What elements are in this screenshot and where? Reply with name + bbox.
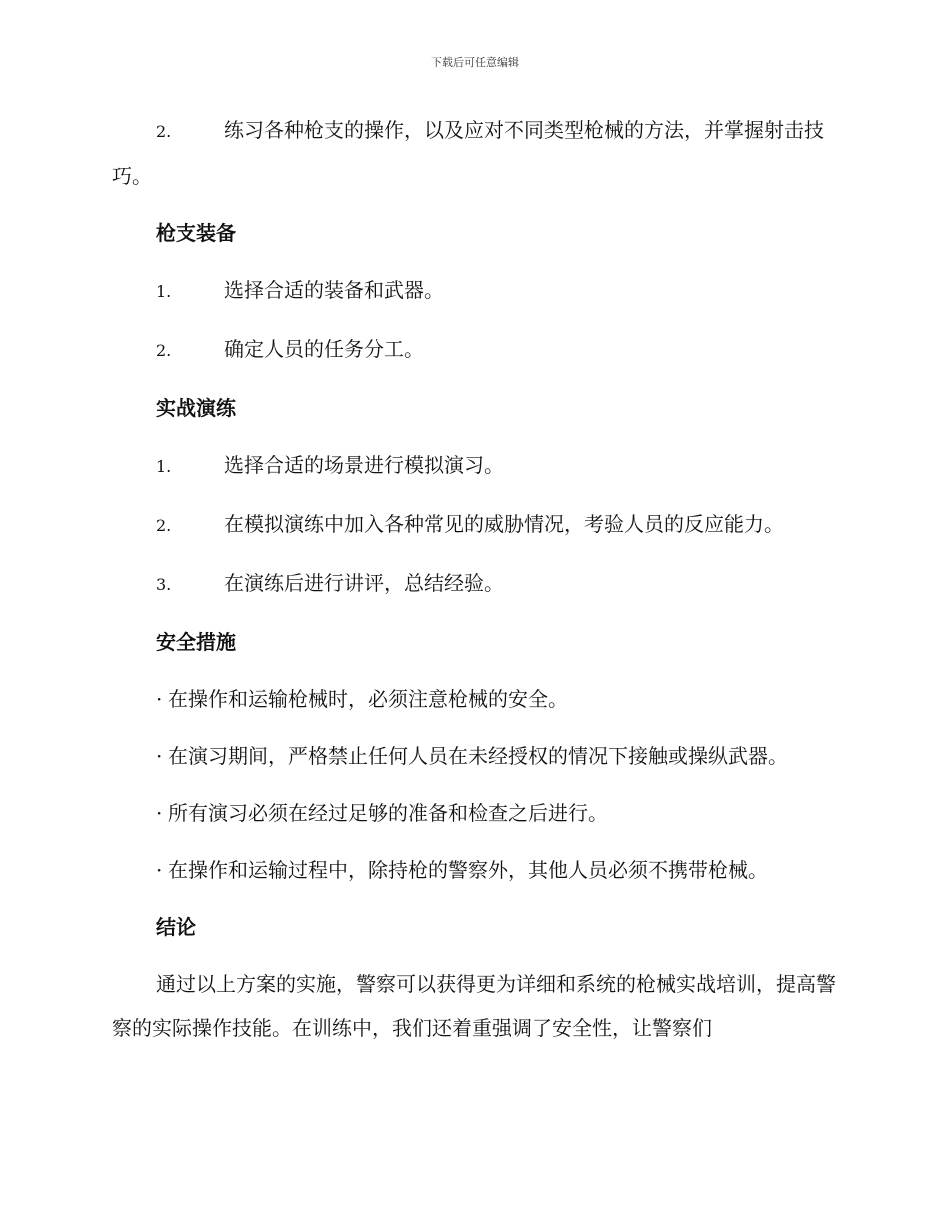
bullet-text: 在演习期间，严格禁止任何人员在未经授权的情况下接触或操纵武器。 bbox=[168, 744, 788, 768]
section-heading: 结论 bbox=[156, 915, 196, 939]
list-number: 2. bbox=[156, 516, 172, 535]
list-item-text: 选择合适的装备和武器。 bbox=[224, 278, 444, 302]
conclusion-paragraph: 通过以上方案的实施，警察可以获得更为详细和系统的枪械实战培训，提高警察的实际操作技能。在训练中，我们还着重强调了安全性，让警察们 bbox=[112, 972, 836, 1040]
list-item-text: 练习各种枪支的操作，以及应对不同类型枪械的方法，并掌握射击技巧。 bbox=[112, 118, 824, 188]
bullet-text: 在操作和运输枪械时，必须注意枪械的安全。 bbox=[168, 687, 568, 711]
list-item bbox=[112, 108, 838, 198]
list-item-text: 在模拟演练中加入各种常见的威胁情况，考验人员的反应能力。 bbox=[224, 512, 784, 536]
bullet-item bbox=[112, 791, 838, 835]
bullet-item bbox=[112, 734, 838, 778]
list-number: 1. bbox=[156, 282, 172, 301]
bullet-text: 所有演习必须在经过足够的准备和检查之后进行。 bbox=[168, 801, 608, 825]
list-number: 1. bbox=[156, 457, 172, 476]
list-item bbox=[112, 327, 838, 373]
list-item bbox=[112, 268, 838, 314]
list-item bbox=[112, 561, 838, 607]
list-item bbox=[112, 443, 838, 489]
list-number: 2. bbox=[156, 341, 172, 360]
section-heading: 安全措施 bbox=[156, 630, 236, 654]
section-heading: 实战演练 bbox=[156, 396, 236, 420]
list-number: 3. bbox=[156, 575, 172, 594]
list-item-text: 确定人员的任务分工。 bbox=[224, 337, 424, 361]
list-item-text: 在演练后进行讲评，总结经验。 bbox=[224, 571, 504, 595]
list-item-text: 选择合适的场景进行模拟演习。 bbox=[224, 453, 504, 477]
bullet-dot: · bbox=[156, 687, 163, 711]
document-body bbox=[112, 108, 838, 1063]
bullet-dot: · bbox=[156, 858, 163, 882]
bullet-text: 在操作和运输过程中，除持枪的警察外，其他人员必须不携带枪械。 bbox=[168, 858, 768, 882]
list-item bbox=[112, 502, 838, 548]
page-header: 下载后可任意编辑 bbox=[431, 56, 519, 69]
bullet-item bbox=[112, 677, 838, 721]
bullet-item bbox=[112, 848, 838, 892]
section-heading: 枪支装备 bbox=[156, 221, 236, 245]
bullet-dot: · bbox=[156, 801, 163, 825]
bullet-dot: · bbox=[156, 744, 163, 768]
list-number: 2. bbox=[156, 122, 172, 141]
